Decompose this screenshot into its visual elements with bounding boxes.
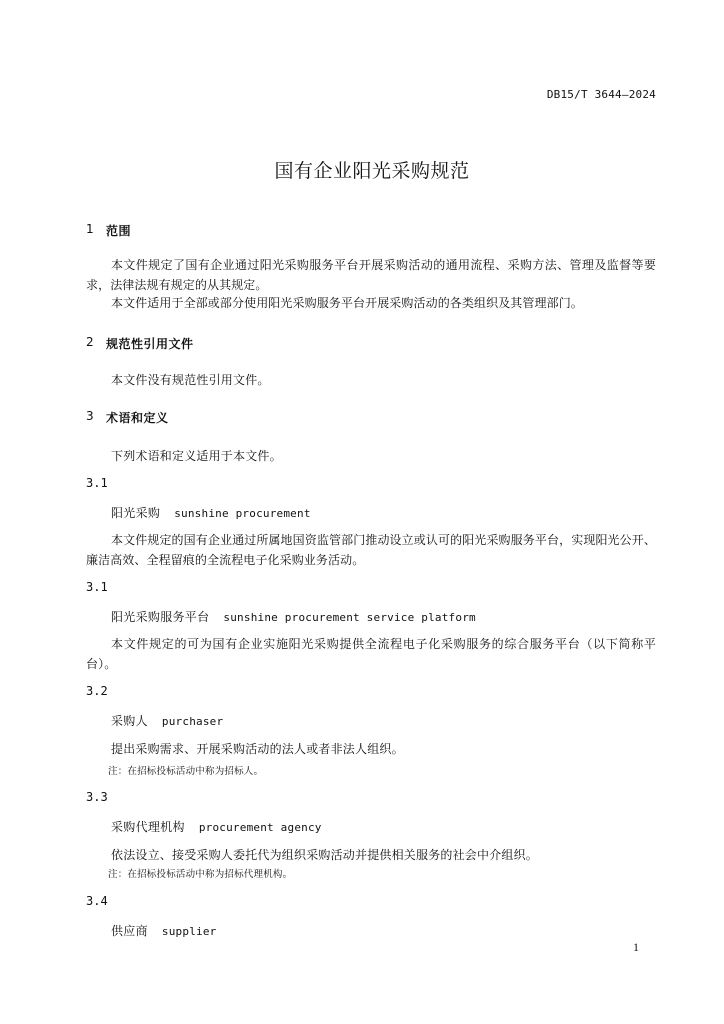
term-english: sunshine procurement service platform <box>223 611 476 624</box>
term-number: 3.1 <box>86 580 108 594</box>
normative-paragraph: 本文件没有规范性引用文件。 <box>111 373 270 387</box>
section-2-title: 规范性引用文件 <box>106 337 194 351</box>
term-number: 3.2 <box>86 684 108 698</box>
term-note: 注：在招标投标活动中称为招标人。 <box>108 766 264 777</box>
section-3-title: 术语和定义 <box>106 411 169 425</box>
term-heading <box>111 712 223 729</box>
document-title: 国有企业阳光采购规范 <box>274 160 470 182</box>
term-english: procurement agency <box>198 821 322 834</box>
scope-paragraph-2: 本文件适用于全部或部分使用阳光采购服务平台开展采购活动的各类组织及其管理部门。 <box>111 296 583 310</box>
term-number: 3.4 <box>86 894 108 908</box>
term-heading <box>111 818 322 835</box>
term-chinese: 供应商 <box>111 924 148 938</box>
term-english: sunshine procurement <box>174 507 311 520</box>
term-chinese: 阳光采购服务平台 <box>111 610 210 624</box>
section-2-number: 2 <box>86 335 94 349</box>
term-definition: 本文件规定的国有企业通过所属地国资监管部门推动设立或认可的阳光采购服务平台，实现阳光公开、廉洁高效、全程留痕的全流程电子化采购业务活动。 <box>86 533 656 567</box>
term-number: 3.3 <box>86 790 108 804</box>
term-chinese: 阳光采购 <box>111 506 161 520</box>
term-chinese: 采购人 <box>111 714 148 728</box>
terms-intro: 下列术语和定义适用于本文件。 <box>111 449 282 463</box>
section-1-number: 1 <box>86 222 94 236</box>
section-3-number: 3 <box>86 409 94 423</box>
term-english: supplier <box>161 925 217 938</box>
term-heading <box>111 922 217 939</box>
term-heading <box>111 504 311 521</box>
term-definition: 依法设立、接受采购人委托代为组织采购活动并提供相关服务的社会中介组织。 <box>111 848 539 862</box>
term-definition: 本文件规定的可为国有企业实施阳光采购提供全流程电子化采购服务的综合服务平台（以下简称平台）。 <box>86 637 656 671</box>
term-english: purchaser <box>161 715 224 728</box>
term-heading <box>111 608 476 625</box>
term-number: 3.1 <box>86 476 108 490</box>
standard-code: DB15/T 3644—2024 <box>546 88 656 101</box>
term-note: 注：在招标投标活动中称为招标代理机构。 <box>108 869 293 880</box>
section-1-title: 范围 <box>106 224 132 238</box>
term-chinese: 采购代理机构 <box>111 820 185 834</box>
scope-paragraph-1: 本文件规定了国有企业通过阳光采购服务平台开展采购活动的通用流程、采购方法、管理及监督等要求，法律法规有规定的从其规定。 <box>86 258 656 292</box>
page-number: 1 <box>633 940 639 954</box>
term-definition: 提出采购需求、开展采购活动的法人或者非法人组织。 <box>111 742 404 756</box>
